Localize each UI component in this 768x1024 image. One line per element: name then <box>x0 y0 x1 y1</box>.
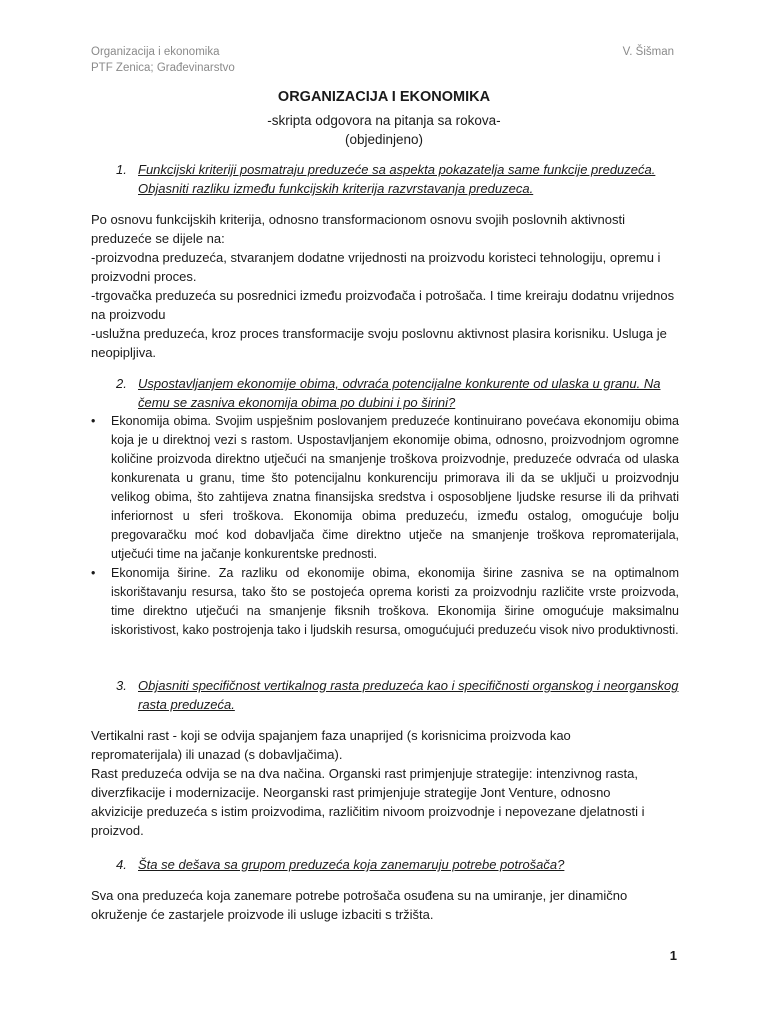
answer-line: repromaterijala) ili unazad (s dobavljačima). <box>91 747 343 762</box>
answer-line: preduzeće se dijele na: <box>91 231 225 246</box>
answer-line: Vertikalni rast - koji se odvija spajanjem faza unaprijed (s korisnicima proizvoda kao <box>91 728 571 743</box>
question-number: 4. <box>116 857 127 872</box>
question-text: Šta se dešava sa grupom preduzeća koja zanemaruju potrebe potrošača? <box>138 857 565 872</box>
answer-line: neopipljiva. <box>91 345 157 360</box>
answer-line: diverzfikacije i modernizacije. Neorganski rast primjenjuje strategije Jont Venture, odnosno <box>91 785 611 800</box>
question-1 <box>91 160 681 198</box>
header-course: Organizacija i ekonomika <box>91 46 220 58</box>
running-header-left <box>91 44 235 76</box>
subtitle-line-1: -skripta odgovora na pitanja sa rokova- <box>267 113 501 128</box>
bullet-icon: • <box>91 414 96 428</box>
answer-2 <box>91 412 679 640</box>
bullet-text: Ekonomija širine. Za razliku od ekonomije obima, ekonomija širine zasniva se na optimalnom iskorištavanju resursa, tako što se postojeća oprema koristi za proizvodnju različite vrste proizvoda, time direktno utječući na smanjenje fiksnih troškova. Ekonomija širine omogućuje maksimalnu iskoristivost, kako postrojenja tako i ljudskih resursa, omogućujući preduzeću visok nivo produktivnosti. <box>111 566 679 637</box>
answer-1 <box>91 210 681 362</box>
answer-line: proizvodni proces. <box>91 269 197 284</box>
question-3 <box>91 676 681 714</box>
answer-line: -trgovačka preduzeća su posrednici između proizvođača i potrošača. I time kreiraju dodatnu vrijednos <box>91 288 675 303</box>
question-2 <box>91 374 681 412</box>
question-text: Uspostavljanjem ekonomije obima, odvraća potencijalne konkurente od ulaska u granu. Na čemu se zasniva ekonomija obima po dubini i po širini? <box>138 376 661 410</box>
question-text: Funkcijski kriteriji posmatraju preduzeće sa aspekta pokazatelja same funkcije preduzeća. Objasniti razliku između funkcijskih kriterija razvrstavanja preduzeca. <box>138 162 656 196</box>
subtitle-line-2: (objedinjeno) <box>344 132 424 147</box>
document-subtitle <box>0 111 768 149</box>
answer-line: -uslužna preduzeća, kroz proces transformacije svoju poslovnu aktivnost plasira korisniku. Usluga je <box>91 326 667 341</box>
answer-line: Rast preduzeća odvija se na dva načina. Organski rast primjenjuje strategije: intenzivnog rasta, <box>91 766 639 781</box>
question-4 <box>91 855 681 874</box>
answer-line: proizvod. <box>91 823 144 838</box>
list-item <box>91 564 679 640</box>
question-text: Objasniti specifičnost vertikalnog rasta preduzeća kao i specifičnosti organskog i neorganskog rasta preduzeća. <box>138 678 679 712</box>
bullet-text: Ekonomija obima. Svojim uspješnim poslovanjem preduzeće kontinuirano povećava ekonomiju obima koja je u direktnoj vezi s rastom. Uspostavljanjem ekonomije obima, odnosno, proizvodnjom ogromne količine proizvoda direktno utječući na smanjenje troškova proizvodnje, preduzeće odvraća od ulaska konkurenata u granu, time što potencijalnu konkurenciju primorava ili da se uključi u proizvodnju velikog obima, što zahtijeva znatna finansijska sredstva i osposobljene ljudske resurse ili da prihvati inferiornost u sferi troškova. Ekonomija obima preduzeću, između ostalog, omogućuje bolju pregovaračku moć kod dobavljača čime direktno utječe na smanjenje troškova repromaterijala, utječući time na jačanje konkurentske prednosti. <box>111 414 679 561</box>
question-number: 3. <box>116 678 127 693</box>
answer-line: akvizicije preduzeća s istim proizvodima, različitim nivoom proizvodnje i nepovezane djelatnosti i <box>91 804 645 819</box>
header-faculty: PTF Zenica; Građevinarstvo <box>91 62 235 74</box>
answer-line: -proizvodna preduzeća, stvaranjem dodatne vrijednosti na proizvodu koristeci tehnologiju, opremu i <box>91 250 661 265</box>
list-item <box>91 412 679 564</box>
answer-line: Po osnovu funkcijskih kriterija, odnosno transformacionom osnovu svojih poslovnih aktivnosti <box>91 212 625 227</box>
answer-line: na proizvodu <box>91 307 166 322</box>
answer-line: okruženje će zastarjele proizvode ili usluge izbaciti s tržišta. <box>91 907 434 922</box>
question-number: 1. <box>116 162 127 177</box>
question-number: 2. <box>116 376 127 391</box>
document-title: ORGANIZACIJA I EKONOMIKA <box>277 89 491 105</box>
header-author: V. Šišman <box>622 46 674 58</box>
page-number: 1 <box>669 948 677 963</box>
answer-3 <box>91 726 681 840</box>
bullet-icon: • <box>91 566 96 580</box>
answer-4 <box>91 886 681 924</box>
answer-line: Sva ona preduzeća koja zanemare potrebe potrošača osuđena su na umiranje, jer dinamično <box>91 888 628 903</box>
